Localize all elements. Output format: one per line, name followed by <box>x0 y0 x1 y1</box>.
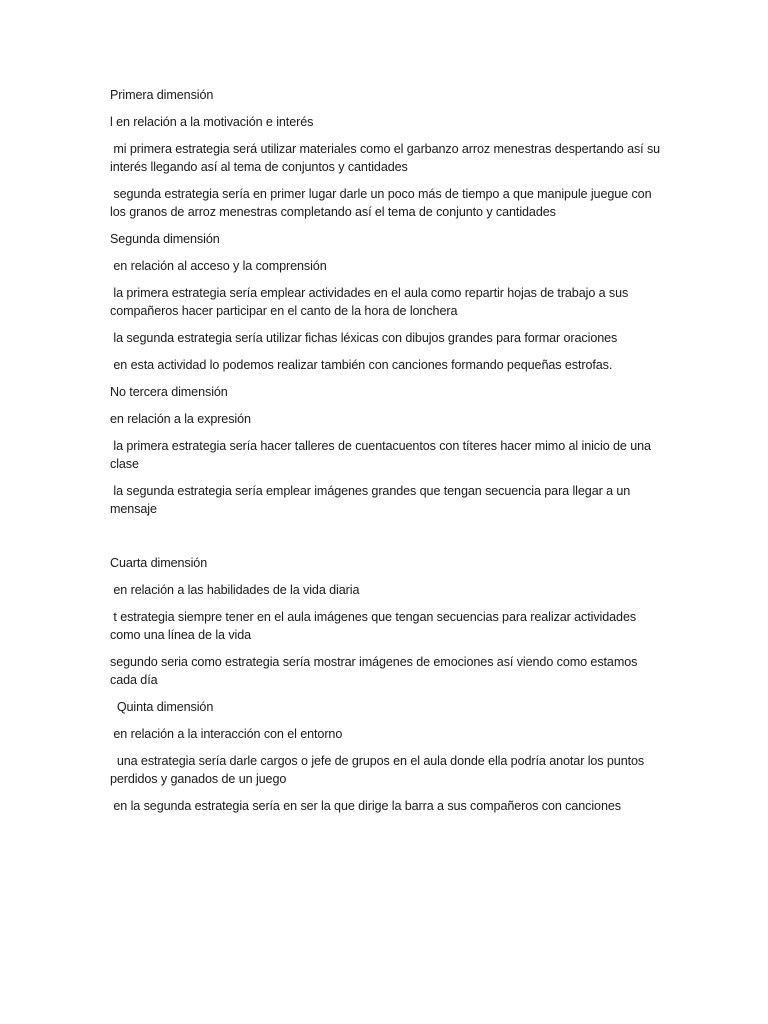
document-body <box>110 86 662 824</box>
paragraph: en relación a la expresión <box>110 412 251 426</box>
paragraph: segundo seria como estrategia sería mostrar imágenes de emociones así viendo como estamos cada día <box>110 655 641 687</box>
paragraph: en relación a la interacción con el entorno <box>110 727 343 741</box>
paragraph: l en relación a la motivación e interés <box>110 115 314 129</box>
heading-tercera-dimension: No tercera dimensión <box>110 385 228 399</box>
paragraph: en la segunda estrategia sería en ser la que dirige la barra a sus compañeros con canciones <box>110 799 621 813</box>
paragraph: la segunda estrategia sería utilizar fichas léxicas con dibujos grandes para formar oraciones <box>110 331 618 345</box>
paragraph: una estrategia sería darle cargos o jefe de grupos en el aula donde ella podría anotar los puntos perdidos y ganados de un juego <box>110 754 648 786</box>
paragraph: la segunda estrategia sería emplear imágenes grandes que tengan secuencia para llegar a un mensaje <box>110 484 634 516</box>
paragraph: la primera estrategia sería emplear actividades en el aula como repartir hojas de trabajo a sus compañeros hacer participar en el canto de la hora de lonchera <box>110 286 632 318</box>
paragraph: en relación a las habilidades de la vida diaria <box>110 583 360 597</box>
heading-primera-dimension: Primera dimensión <box>110 88 214 102</box>
paragraph: t estrategia siempre tener en el aula imágenes que tengan secuencias para realizar actividades como una línea de la vida <box>110 610 640 642</box>
paragraph: segunda estrategia sería en primer lugar darle un poco más de tiempo a que manipule juegue con los granos de arroz menestras completando así el tema de conjunto y cantidades <box>110 187 655 219</box>
heading-cuarta-dimension: Cuarta dimensión <box>110 556 208 570</box>
paragraph: la primera estrategia sería hacer talleres de cuentacuentos con títeres hacer mimo al inicio de una clase <box>110 439 655 471</box>
heading-segunda-dimension: Segunda dimensión <box>110 232 220 246</box>
paragraph: mi primera estrategia será utilizar materiales como el garbanzo arroz menestras despertando así su interés llegando así al tema de conjuntos y cantidades <box>110 142 664 174</box>
paragraph: en relación al acceso y la comprensión <box>110 259 327 273</box>
paragraph: en esta actividad lo podemos realizar también con canciones formando pequeñas estrofas. <box>110 358 613 372</box>
heading-quinta-dimension: Quinta dimensión <box>110 700 214 714</box>
